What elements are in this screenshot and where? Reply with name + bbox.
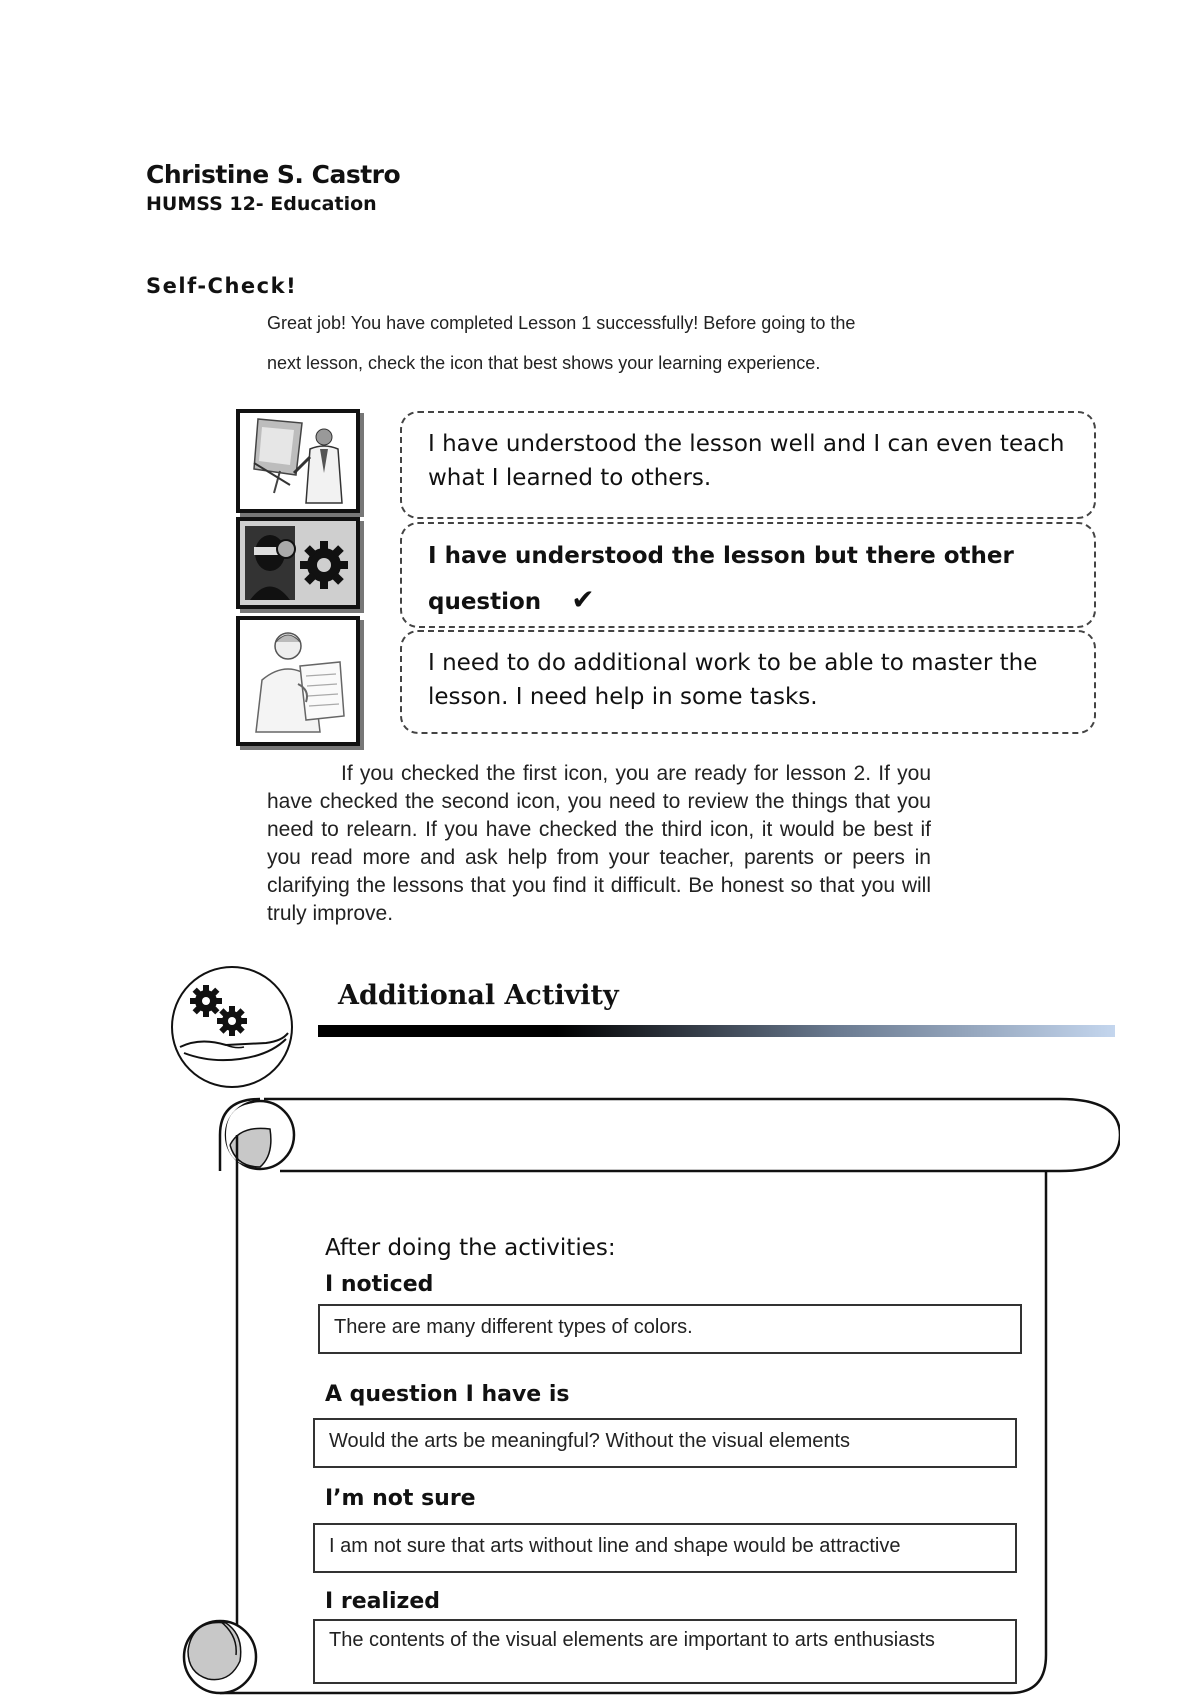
noticed-label: I noticed: [325, 1272, 434, 1297]
self-check-title: Self-Check!: [146, 274, 298, 298]
gears-hand-icon: [170, 963, 294, 1091]
option-3-text: I need to do additional work to be able to master the lesson. I need help in some tasks.: [428, 650, 1038, 710]
question-answer-field[interactable]: Would the arts be meaningful? Without the visual elements: [313, 1418, 1017, 1468]
option-1-text: I have understood the lesson well and I can even teach what I learned to others.: [428, 431, 1065, 491]
not-sure-label: I’m not sure: [325, 1486, 476, 1511]
after-activities-label: After doing the activities:: [325, 1235, 616, 1261]
additional-activity-title: Additional Activity: [338, 980, 619, 1011]
self-check-explanation: If you checked the first icon, you are ready for lesson 2. If you have checked the second icon, you need to review the things that you need to relearn. If you have checked the third icon, it would be best if you read more and ask help from your teacher, parents or peers in clarifying the lessons that you find it difficult. Be honest so that you will truly improve.: [267, 762, 931, 925]
not-sure-answer-field[interactable]: I am not sure that arts without line and shape would be attractive: [313, 1523, 1017, 1573]
title-gradient-bar: [318, 1025, 1115, 1037]
realized-label: I realized: [325, 1589, 441, 1614]
noticed-answer-field[interactable]: There are many different types of colors.: [318, 1304, 1022, 1354]
presenter-icon[interactable]: [236, 409, 360, 513]
self-check-option-3[interactable]: [400, 630, 1096, 734]
check-mark-icon: ✔: [571, 583, 595, 616]
option-2-text: I have understood the lesson but there other question: [428, 543, 1014, 615]
question-label: A question I have is: [325, 1382, 570, 1407]
self-check-option-2[interactable]: [400, 522, 1096, 628]
student-name: Christine S. Castro: [146, 160, 401, 189]
help-person-icon[interactable]: [236, 616, 360, 746]
help-person-illustration: [240, 620, 356, 742]
presenter-illustration: [240, 413, 356, 509]
self-check-option-1[interactable]: [400, 411, 1096, 519]
gears-head-icon[interactable]: [236, 517, 360, 609]
self-check-intro-line1: Great job! You have completed Lesson 1 successfully! Before going to the: [267, 313, 856, 333]
gears-head-illustration: [240, 521, 356, 605]
student-class: HUMSS 12- Education: [146, 193, 377, 215]
self-check-intro-line2: next lesson, check the icon that best shows your learning experience.: [267, 353, 821, 373]
realized-answer-field[interactable]: The contents of the visual elements are important to arts enthusiasts: [313, 1619, 1017, 1684]
scroll-frame: [160, 1095, 1120, 1698]
